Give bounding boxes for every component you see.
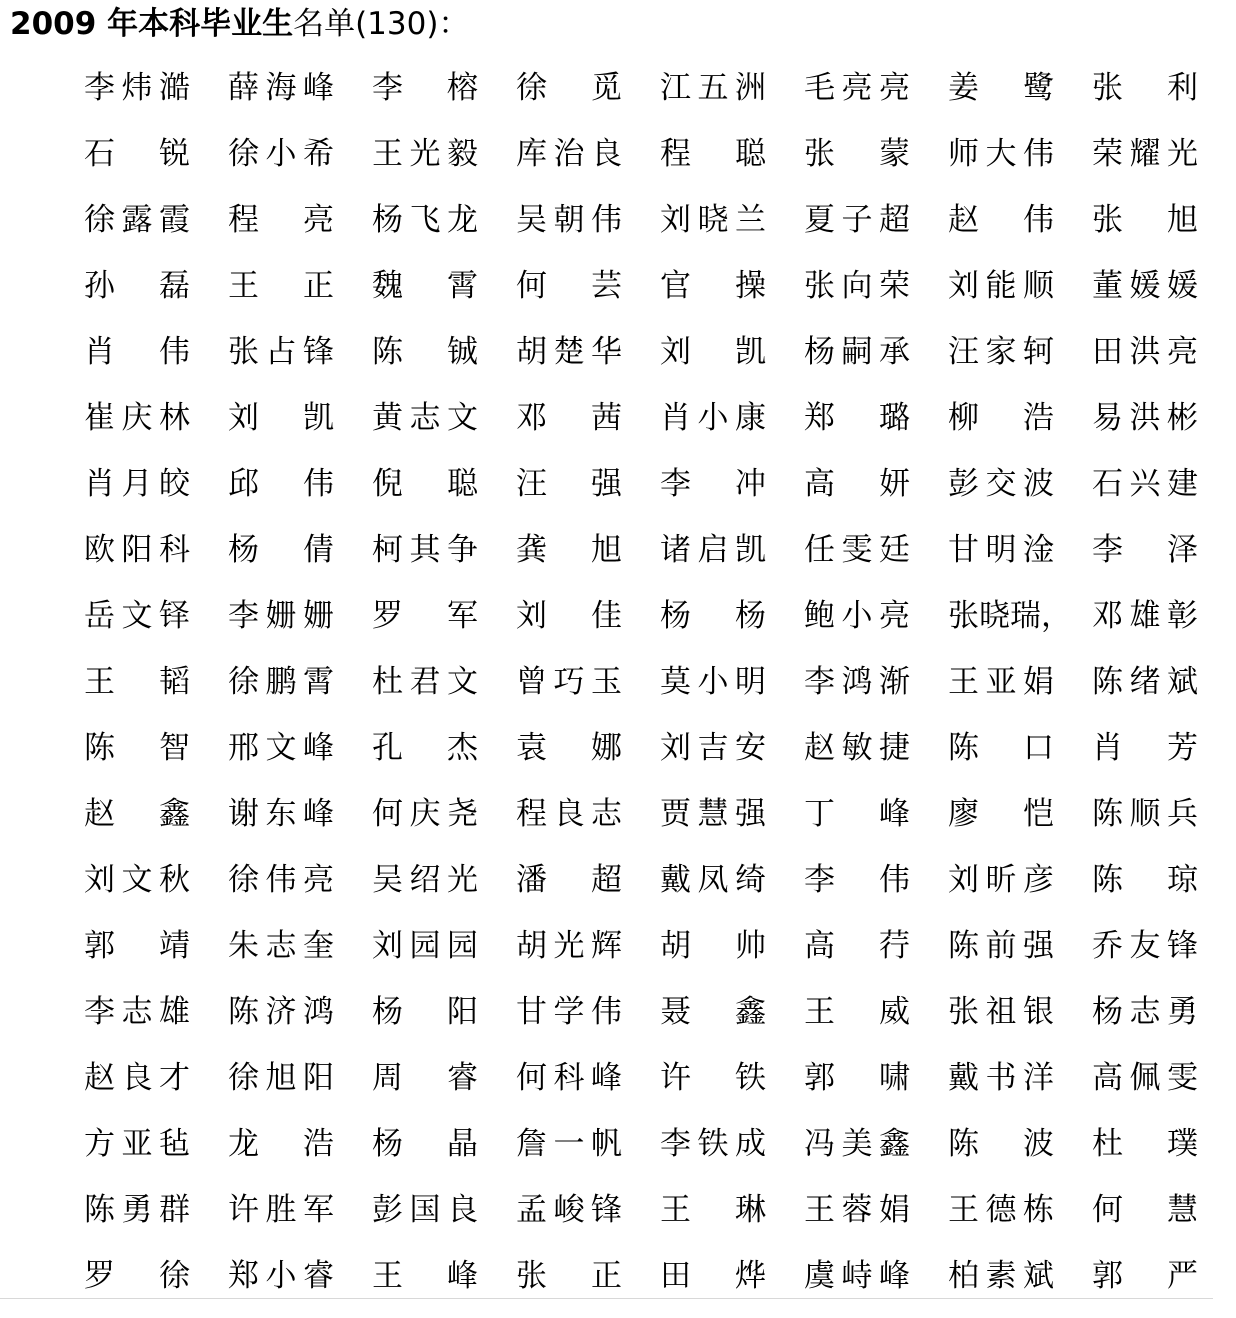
graduate-name: 王 峰 [372,1258,478,1294]
graduate-name: 潘 超 [516,862,622,898]
graduate-name: 肖 芳 [1092,730,1198,766]
graduate-name: 夏 子 超 [804,202,910,238]
graduate-name: 杨 倩 [228,532,334,568]
graduate-name: 郑 小 睿 [228,1258,334,1294]
graduate-name: 高 妍 [804,466,910,502]
graduate-name: 肖 伟 [84,334,190,370]
graduate-name: 刘 文 秋 [84,862,190,898]
graduate-name: 高 荇 [804,928,910,964]
graduate-name: 许 胜 军 [228,1192,334,1228]
graduate-name: 张 旭 [1092,202,1198,238]
graduate-name: 罗 军 [372,598,478,634]
graduate-name: 詹 一 帆 [516,1126,622,1162]
graduate-name: 孟 峻 锋 [516,1192,622,1228]
graduate-name: 陈 绪 斌 [1092,664,1198,700]
graduate-name: 李 鸿 渐 [804,664,910,700]
graduate-name: 陈 顺 兵 [1092,796,1198,832]
graduate-name: 田 洪 亮 [1092,334,1198,370]
graduate-name: 陈 铖 [372,334,478,370]
graduate-name: 赵 敏 捷 [804,730,910,766]
graduate-name: 杨 志 勇 [1092,994,1198,1030]
graduate-name: 田 烨 [660,1258,766,1294]
graduate-name: 何 慧 [1092,1192,1198,1228]
graduate-name: 王 韬 [84,664,190,700]
graduate-name: 张 占 锋 [228,334,334,370]
graduate-name: 石 锐 [84,136,190,172]
graduate-name: 李 泽 [1092,532,1198,568]
title-year: 2009 [10,6,97,42]
graduate-name: 冯 美 鑫 [804,1126,910,1162]
title-bold-text: 年本科毕业生 [96,6,294,42]
graduate-name: 李 冲 [660,466,766,502]
graduate-name: 张 利 [1092,70,1198,106]
graduate-name-grid [84,64,1236,1318]
graduate-name: 胡 楚 华 [516,334,622,370]
graduate-name: 戴 凤 绮 [660,862,766,898]
graduate-name: 杨 嗣 承 [804,334,910,370]
graduate-name: 陈 琼 [1092,862,1198,898]
title-normal-text: 名单(130)： [293,6,470,42]
page-title [10,4,469,44]
graduate-name: 甘 明 淦 [948,532,1054,568]
graduate-name: 魏 霄 [372,268,478,304]
graduate-name: 许 铁 [660,1060,766,1096]
graduate-name: 丁 峰 [804,796,910,832]
graduate-name: 郭 严 [1092,1258,1198,1294]
graduate-name: 李 伟 [804,862,910,898]
graduate-name: 刘 晓 兰 [660,202,766,238]
graduate-name: 邓 雄 彰 [1092,598,1198,634]
graduate-name: 王 德 栋 [948,1192,1054,1228]
graduate-name: 王 亚 娟 [948,664,1054,700]
graduate-name: 袁 娜 [516,730,622,766]
graduate-name: 谢 东 峰 [228,796,334,832]
graduate-name: 鲍 小 亮 [804,598,910,634]
graduate-name: 杜 璞 [1092,1126,1198,1162]
graduate-name: 龚 旭 [516,532,622,568]
graduate-name: 郭 啸 [804,1060,910,1096]
graduate-name: 邱 伟 [228,466,334,502]
graduate-name: 易 洪 彬 [1092,400,1198,436]
graduate-name: 程 聪 [660,136,766,172]
graduate-name: 柯 其 争 [372,532,478,568]
graduate-name: 程 亮 [228,202,334,238]
graduate-name: 欧 阳 科 [84,532,190,568]
graduate-name: 陈 口 [948,730,1054,766]
graduate-name: 高 佩 雯 [1092,1060,1198,1096]
graduate-name: 徐 小 希 [228,136,334,172]
graduate-name: 柏 素 斌 [948,1258,1054,1294]
graduate-name: 刘 昕 彦 [948,862,1054,898]
graduate-name: 王 光 毅 [372,136,478,172]
page-bottom-divider [0,1298,1213,1299]
graduate-name: 刘 凯 [228,400,334,436]
graduate-name: 徐 觅 [516,70,622,106]
graduate-name: 刘 凯 [660,334,766,370]
graduate-name: 周 睿 [372,1060,478,1096]
graduate-name: 廖 恺 [948,796,1054,832]
graduate-name: 徐 旭 阳 [228,1060,334,1096]
graduate-name: 刘 园 园 [372,928,478,964]
graduate-name: 张 正 [516,1258,622,1294]
graduate-name: 赵 良 才 [84,1060,190,1096]
graduate-name: 李 姗 姗 [228,598,334,634]
graduate-name: 陈 勇 群 [84,1192,190,1228]
graduate-name: 贾 慧 强 [660,796,766,832]
graduate-name: 王 威 [804,994,910,1030]
graduate-name: 毛 亮 亮 [804,70,910,106]
graduate-name: 吴 朝 伟 [516,202,622,238]
graduate-name: 陈 波 [948,1126,1054,1162]
graduate-name: 孙 磊 [84,268,190,304]
graduate-name: 诸 启 凯 [660,532,766,568]
graduate-name: 陈 前 强 [948,928,1054,964]
graduate-name: 邓 茜 [516,400,622,436]
graduate-name: 吴 绍 光 [372,862,478,898]
graduate-name: 郑 璐 [804,400,910,436]
graduate-name: 彭 国 良 [372,1192,478,1228]
graduate-name: 陈 智 [84,730,190,766]
graduate-name: 乔 友 锋 [1092,928,1198,964]
graduate-name: 刘 能 顺 [948,268,1054,304]
graduate-name: 何 芸 [516,268,622,304]
graduate-name: 莫 小 明 [660,664,766,700]
graduate-name: 王 蓉 娟 [804,1192,910,1228]
graduate-name: 柳 浩 [948,400,1054,436]
graduate-name: 杨 阳 [372,994,478,1030]
graduate-name: 彭 交 波 [948,466,1054,502]
graduate-name: 肖 小 康 [660,400,766,436]
graduate-name: 刘 吉 安 [660,730,766,766]
graduate-name: 岳 文 铎 [84,598,190,634]
graduate-name: 董 媛 媛 [1092,268,1198,304]
graduate-name: 杨 杨 [660,598,766,634]
graduate-name: 汪 家 轲 [948,334,1054,370]
graduate-name: 任 雯 廷 [804,532,910,568]
graduate-name: 石 兴 建 [1092,466,1198,502]
graduate-name: 方 亚 毡 [84,1126,190,1162]
graduate-name: 罗 徐 [84,1258,190,1294]
graduate-name: 何 庆 尧 [372,796,478,832]
graduate-name: 王 正 [228,268,334,304]
graduate-name: 荣 耀 光 [1092,136,1198,172]
graduate-name: 肖 月 皎 [84,466,190,502]
graduate-name: 赵 伟 [948,202,1054,238]
graduate-name: 张 蒙 [804,136,910,172]
graduate-name: 胡 光 辉 [516,928,622,964]
graduate-name: 张 祖 银 [948,994,1054,1030]
graduate-name: 朱 志 奎 [228,928,334,964]
graduate-name: 张 晓 瑞 ， [948,598,1072,634]
graduate-name: 郭 靖 [84,928,190,964]
graduate-name: 库 治 良 [516,136,622,172]
graduate-name: 王 琳 [660,1192,766,1228]
graduate-name: 姜 鹭 [948,70,1054,106]
graduate-name: 黄 志 文 [372,400,478,436]
graduate-name: 杨 晶 [372,1126,478,1162]
graduate-name: 徐 鹏 霄 [228,664,334,700]
graduate-name: 李 榕 [372,70,478,106]
graduate-name: 汪 强 [516,466,622,502]
graduate-name: 杜 君 文 [372,664,478,700]
graduate-name: 虞 峙 峰 [804,1258,910,1294]
graduate-name: 倪 聪 [372,466,478,502]
graduate-name: 何 科 峰 [516,1060,622,1096]
graduate-name: 李 志 雄 [84,994,190,1030]
graduate-name: 赵 鑫 [84,796,190,832]
graduate-name: 曾 巧 玉 [516,664,622,700]
graduate-name: 崔 庆 林 [84,400,190,436]
graduate-name: 徐 露 霞 [84,202,190,238]
graduate-name: 徐 伟 亮 [228,862,334,898]
graduate-name: 程 良 志 [516,796,622,832]
graduate-name: 官 操 [660,268,766,304]
graduate-name: 师 大 伟 [948,136,1054,172]
graduate-name: 杨 飞 龙 [372,202,478,238]
graduate-name: 李 铁 成 [660,1126,766,1162]
graduate-name: 张 向 荣 [804,268,910,304]
graduate-name: 李 炜 澔 [84,70,190,106]
graduate-name: 甘 学 伟 [516,994,622,1030]
graduate-name: 戴 书 洋 [948,1060,1054,1096]
graduate-name: 邢 文 峰 [228,730,334,766]
graduate-name: 孔 杰 [372,730,478,766]
graduate-name: 刘 佳 [516,598,622,634]
graduate-name: 薛 海 峰 [228,70,334,106]
graduate-name: 龙 浩 [228,1126,334,1162]
graduate-name: 胡 帅 [660,928,766,964]
graduate-name: 陈 济 鸿 [228,994,334,1030]
graduate-name: 江 五 洲 [660,70,766,106]
graduate-name: 聂 鑫 [660,994,766,1030]
